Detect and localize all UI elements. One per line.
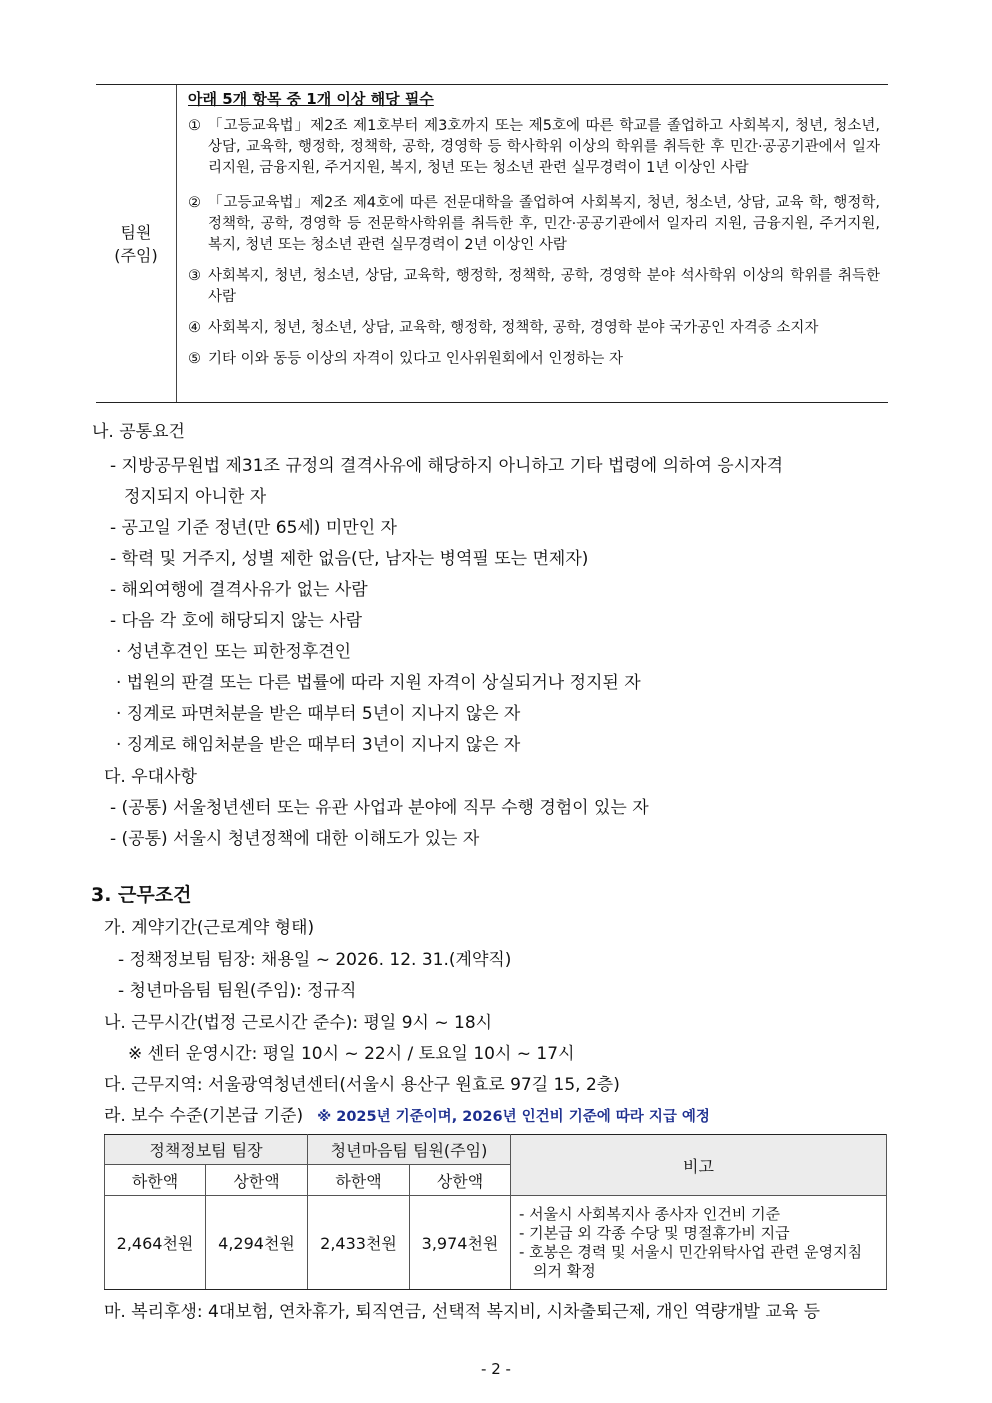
salary-value: 4,294천원: [206, 1196, 308, 1290]
contract-heading: 가. 계약기간(근로계약 형태): [104, 918, 315, 938]
salary-value: 2,464천원: [105, 1196, 206, 1290]
common-line: - 다음 각 호에 해당되지 않는 사람: [110, 611, 363, 631]
qualification-heading: 아래 5개 항목 중 1개 이상 해당 필수: [188, 90, 434, 108]
operating-hours-note: ※ 센터 운영시간: 평일 10시 ~ 22시 / 토요일 10시 ~ 17시: [128, 1044, 575, 1064]
preference-line: - (공통) 서울시 청년정책에 대한 이해도가 있는 자: [110, 829, 480, 849]
salary-value: 2,433천원: [308, 1196, 410, 1290]
page-number: - 2 -: [481, 1360, 511, 1378]
item-text: 사회복지, 청년, 청소년, 상담, 교육학, 행정학, 정책학, 공학, 경영학 분야 석사학위 이상의 학위를 취득한 사람: [208, 268, 880, 305]
qualification-content: [188, 89, 880, 370]
remarks-header: 비고: [511, 1135, 887, 1196]
max-amount-header: 상한액: [206, 1165, 308, 1196]
item-text: 「고등교육법」제2조 제4호에 따른 전문대학을 졸업하여 사회복지, 청년, 청소년, 상담, 교육 학, 행정학, 정책학, 공학, 경영학 등 전문학사학위를 취득한 후, 민간·공공기관에서 일자리 지원, 금융지원, 주거지원, 복지, 청년 또는 청소년 관련 실무경력이 2년 이상인 사람: [208, 195, 880, 253]
item-number: ①: [188, 118, 201, 134]
min-amount-header: 하한액: [105, 1165, 206, 1196]
preference-heading: 다. 우대사항: [104, 767, 197, 787]
salary-group-header: 청년마음팀 팀원(주임): [308, 1135, 511, 1165]
item-number: ④: [188, 320, 201, 336]
max-amount-header: 상한액: [410, 1165, 511, 1196]
remark-line: - 기본급 외 각종 수당 및 명절휴가비 지급: [519, 1223, 790, 1242]
work-hours: 나. 근무시간(법정 근로시간 준수): 평일 9시 ~ 18시: [104, 1013, 493, 1033]
preference-line: - (공통) 서울청년센터 또는 유관 사업과 분야에 직무 수행 경험이 있는 자: [110, 798, 649, 818]
pay-heading-line: [104, 1104, 710, 1129]
common-subitem: · 법원의 판결 또는 다른 법률에 따라 지원 자격이 상실되거나 정지된 자: [116, 673, 641, 693]
pay-heading: 라. 보수 수준(기본급 기준): [104, 1106, 304, 1126]
remark-line: - 호봉은 경력 및 서울시 민간위탁사업 관련 운영지침 의거 확정: [519, 1242, 863, 1280]
common-line: - 학력 및 거주지, 성별 제한 없음(단, 남자는 병역필 또는 면제자): [110, 549, 589, 569]
common-subitem: · 징계로 해임처분을 받은 때부터 3년이 지나지 않은 자: [116, 735, 521, 755]
common-subitem: · 성년후견인 또는 피한정후견인: [116, 642, 352, 662]
item-number: ③: [188, 268, 201, 284]
remarks-cell: [511, 1196, 887, 1290]
common-line: - 지방공무원법 제31조 규정의 결격사유에 해당하지 아니하고 기타 법령에 의하여 응시자격: [110, 456, 783, 476]
role-grade: (주임): [114, 245, 158, 265]
item-number: ②: [188, 195, 201, 211]
contract-line: - 정책정보팀 팀장: 채용일 ~ 2026. 12. 31.(계약직): [118, 950, 512, 970]
qualification-item: [188, 266, 880, 308]
item-number: ⑤: [188, 351, 201, 367]
work-location: 다. 근무지역: 서울광역청년센터(서울시 용산구 원효로 97길 15, 2층): [104, 1075, 620, 1095]
qualification-table: [96, 84, 888, 403]
contract-line: - 청년마음팀 팀원(주임): 정규직: [118, 981, 357, 1001]
min-amount-header: 하한액: [308, 1165, 410, 1196]
salary-group-header: 정책정보팀 팀장: [105, 1135, 308, 1165]
common-line-continued: 정지되지 아니한 자: [124, 487, 267, 507]
welfare-line: 마. 복리후생: 4대보험, 연차휴가, 퇴직연금, 선택적 복지비, 시차출퇴근제, 개인 역량개발 교육 등: [104, 1302, 821, 1322]
qualification-item: [188, 116, 880, 179]
qualification-item: [188, 349, 880, 370]
remark-line: - 서울시 사회복지사 종사자 인건비 기준: [519, 1204, 781, 1223]
common-subitem: · 징계로 파면처분을 받은 때부터 5년이 지나지 않은 자: [116, 704, 521, 724]
item-text: 「고등교육법」제2조 제1호부터 제3호까지 또는 제5호에 따른 학교를 졸업하고 사회복지, 청년, 청소년, 상담, 교육학, 행정학, 정책학, 공학, 경영학 등 학사학위 이상의 학위를 취득한 후 민간·공공기관에서 일자리지원, 금융지원, 주거지원, 복지, 청년 또는 청소년 관련 실무경력이 1년 이상인 사람: [208, 118, 880, 176]
qualification-item: [188, 318, 880, 339]
qualification-item: [188, 193, 880, 256]
pay-notice: ※ 2025년 기준이며, 2026년 인건비 기준에 따라 지급 예정: [317, 1109, 710, 1125]
item-text: 사회복지, 청년, 청소년, 상담, 교육학, 행정학, 정책학, 공학, 경영학 분야 국가공인 자격증 소지자: [208, 320, 819, 336]
common-line: - 해외여행에 결격사유가 없는 사람: [110, 580, 368, 600]
role-cell: [96, 85, 177, 402]
common-line: - 공고일 기준 정년(만 65세) 미만인 자: [110, 518, 397, 538]
section-title: 3. 근무조건: [91, 884, 192, 906]
item-text: 기타 이와 동등 이상의 자격이 있다고 인사위원회에서 인정하는 자: [208, 351, 624, 367]
common-heading: 나. 공통요건: [92, 422, 185, 442]
role-title: 팀원: [120, 222, 152, 242]
salary-value: 3,974천원: [410, 1196, 511, 1290]
salary-table: [104, 1134, 887, 1290]
